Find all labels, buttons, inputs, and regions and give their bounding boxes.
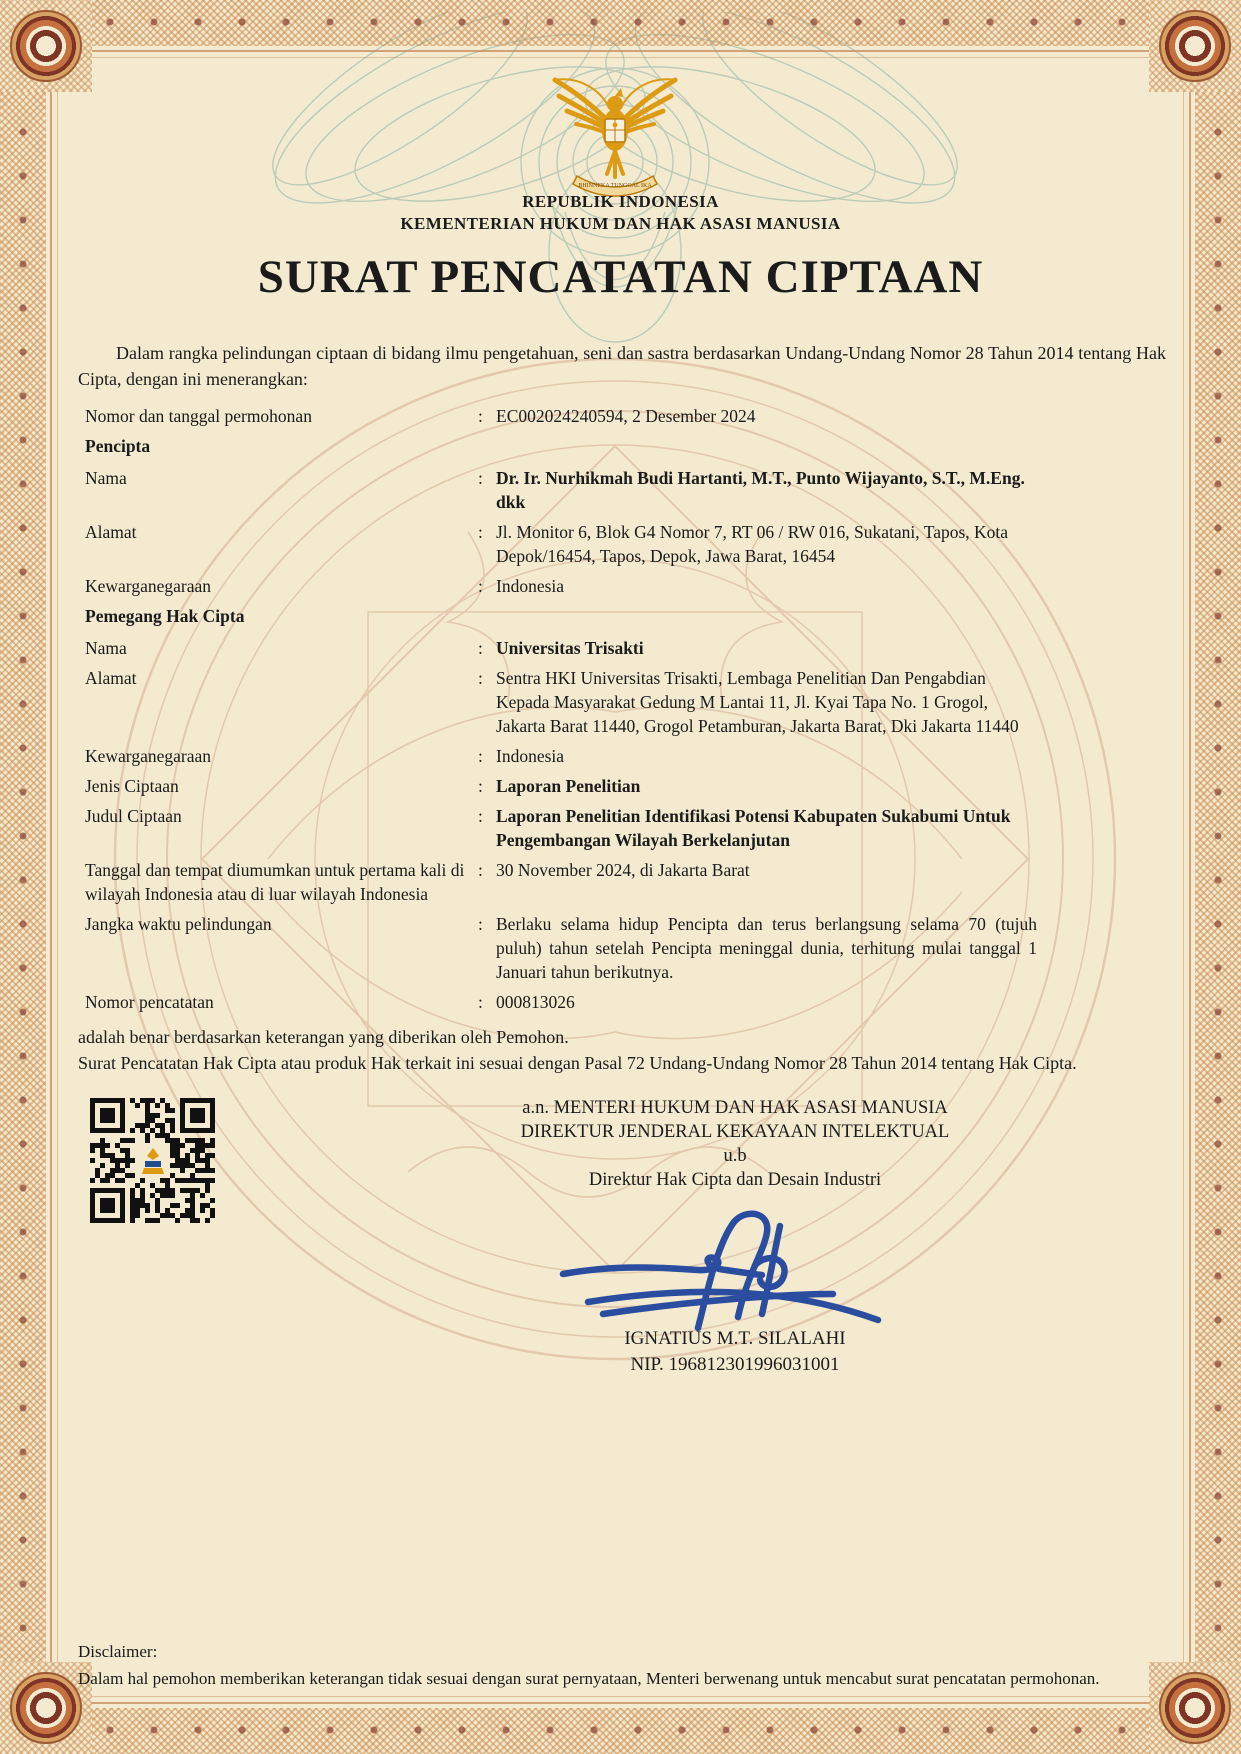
section-heading-pencipta: Pencipta [85, 436, 151, 456]
colon-separator: : [478, 638, 483, 658]
closing-statement [78, 1024, 1168, 1076]
colon-separator: : [478, 576, 483, 596]
corner-medallion-top-right [1149, 0, 1241, 92]
disclaimer-text: Dalam hal pemohon memberikan keterangan tidak sesuai dengan surat pernyataan, Menteri berwenang untuk mencabut surat pencatatan permohonan. [78, 1669, 1100, 1688]
field-value: Jl. Monitor 6, Blok G4 Nomor 7, RT 06 / RW 016, Sukatani, Tapos, Kota Depok/16454, Tapos, Depok, Jawa Barat, 16454 [496, 522, 1009, 566]
certificate-title: SURAT PENCATATAN CIPTAAN [257, 251, 984, 303]
field-value: Laporan Penelitian Identifikasi Potensi Kabupaten Sukabumi Untuk Pengembangan Wilayah Berkelanjutan [496, 806, 1011, 850]
colon-separator: : [478, 914, 483, 934]
authority-line-4: Direktur Hak Cipta dan Desain Industri [588, 1170, 882, 1190]
field-row-jenis [85, 774, 1037, 798]
country-name: REPUBLIK INDONESIA [522, 192, 719, 211]
fields-section [85, 404, 1037, 1020]
field-value: Indonesia [496, 746, 565, 766]
corner-medallion-top-left [0, 0, 92, 92]
signature-authority-block [420, 1096, 1050, 1192]
field-row-pemegang-nama [85, 636, 1037, 660]
field-label: Nama [85, 638, 127, 658]
field-label: Alamat [85, 522, 137, 542]
section-heading-pemegang: Pemegang Hak Cipta [85, 606, 245, 626]
border-left [0, 0, 46, 1754]
djki-logo-icon [136, 1143, 170, 1179]
colon-separator: : [478, 806, 483, 826]
field-row-application [85, 404, 1037, 428]
field-label: Kewarganegaraan [85, 576, 211, 596]
field-value: Indonesia [496, 576, 565, 596]
border-right [1195, 0, 1241, 1754]
field-value: Laporan Penelitian [496, 776, 641, 796]
colon-separator: : [478, 746, 483, 766]
field-label: Alamat [85, 668, 137, 688]
field-label: Jangka waktu pelindungan [85, 914, 272, 934]
field-row-pencipta-kewarganegaraan [85, 574, 1037, 598]
field-label: Nomor pencatatan [85, 992, 214, 1012]
emblem-banner-text: BHINNEKA TUNGGAL IKA [578, 183, 652, 189]
field-row-pencipta-nama [85, 466, 1037, 514]
intro-paragraph: Dalam rangka pelindungan ciptaan di bidang ilmu pengetahuan, seni dan sastra berdasarkan Undang-Undang Nomor 28 Tahun 2014 tentang Hak Cipta, dengan ini menerangkan: [78, 343, 1166, 389]
field-label: Tanggal dan tempat diumumkan untuk pertama kali di wilayah Indonesia atau di luar wilayah Indonesia [85, 860, 465, 904]
field-label: Nama [85, 468, 127, 488]
field-row-tanggal-umum [85, 858, 1037, 906]
authority-line-2: DIREKTUR JENDERAL KEKAYAAN INTELEKTUAL [520, 1122, 950, 1142]
border-top [0, 0, 1241, 46]
handwritten-signature [548, 1202, 948, 1334]
colon-separator: : [478, 860, 483, 880]
field-value: Universitas Trisakti [496, 638, 644, 658]
signatory-name-block [420, 1326, 1050, 1378]
field-row-pemegang-kewarganegaraan [85, 744, 1037, 768]
colon-separator: : [478, 522, 483, 542]
border-bottom [0, 1708, 1241, 1754]
field-label: Nomor dan tanggal permohonan [85, 406, 312, 426]
ministry-name: KEMENTERIAN HUKUM DAN HAK ASASI MANUSIA [400, 214, 841, 233]
field-value: 30 November 2024, di Jakarta Barat [496, 860, 750, 880]
colon-separator: : [478, 992, 483, 1012]
colon-separator: : [478, 776, 483, 796]
field-value: EC002024240594, 2 Desember 2024 [496, 406, 756, 426]
colon-separator: : [478, 406, 483, 426]
qr-code [84, 1092, 222, 1230]
field-label: Judul Ciptaan [85, 806, 182, 826]
closing-line-2: Surat Pencatatan Hak Cipta atau produk Hak terkait ini sesuai dengan Pasal 72 Undang-Undang Nomor 28 Tahun 2014 tentang Hak Cipta. [78, 1053, 1077, 1073]
field-row-judul [85, 804, 1037, 852]
field-value: 000813026 [496, 992, 575, 1012]
garuda-pancasila-emblem [549, 56, 681, 200]
signatory-name: IGNATIUS M.T. SILALAHI [624, 1328, 846, 1349]
colon-separator: : [478, 668, 483, 688]
field-value: Berlaku selama hidup Pencipta dan terus berlangsung selama 70 (tujuh puluh) tahun setelah Pencipta meninggal dunia, terhitung mulai tanggal 1 Januari tahun berikutnya. [496, 914, 1037, 982]
signatory-nip: NIP. 196812301996031001 [630, 1354, 840, 1375]
closing-line-1: adalah benar berdasarkan keterangan yang diberikan oleh Pemohon. [78, 1027, 569, 1047]
field-row-pencipta-alamat [85, 520, 1037, 568]
field-label: Kewarganegaraan [85, 746, 211, 766]
disclaimer-title: Disclaimer: [78, 1642, 158, 1661]
field-row-jangka-waktu [85, 912, 1037, 984]
field-row-nomor-pencatatan [85, 990, 1037, 1014]
authority-line-1: a.n. MENTERI HUKUM DAN HAK ASASI MANUSIA [522, 1098, 948, 1118]
authority-line-3: u.b [723, 1146, 747, 1166]
field-row-pemegang-alamat [85, 666, 1037, 738]
field-value: Sentra HKI Universitas Trisakti, Lembaga Penelitian Dan Pengabdian Kepada Masyarakat Gedung M Lantai 11, Jl. Kyai Tapa No. 1 Grogol, Jakarta Barat 11440, Grogol Petamburan, Jakarta Barat, Dki Jakarta 11440 [496, 668, 1019, 736]
colon-separator: : [478, 468, 483, 488]
disclaimer-block [78, 1638, 1170, 1692]
field-label: Jenis Ciptaan [85, 776, 179, 796]
field-value: Dr. Ir. Nurhikmah Budi Hartanti, M.T., Punto Wijayanto, S.T., M.Eng. dkk [496, 468, 1025, 512]
